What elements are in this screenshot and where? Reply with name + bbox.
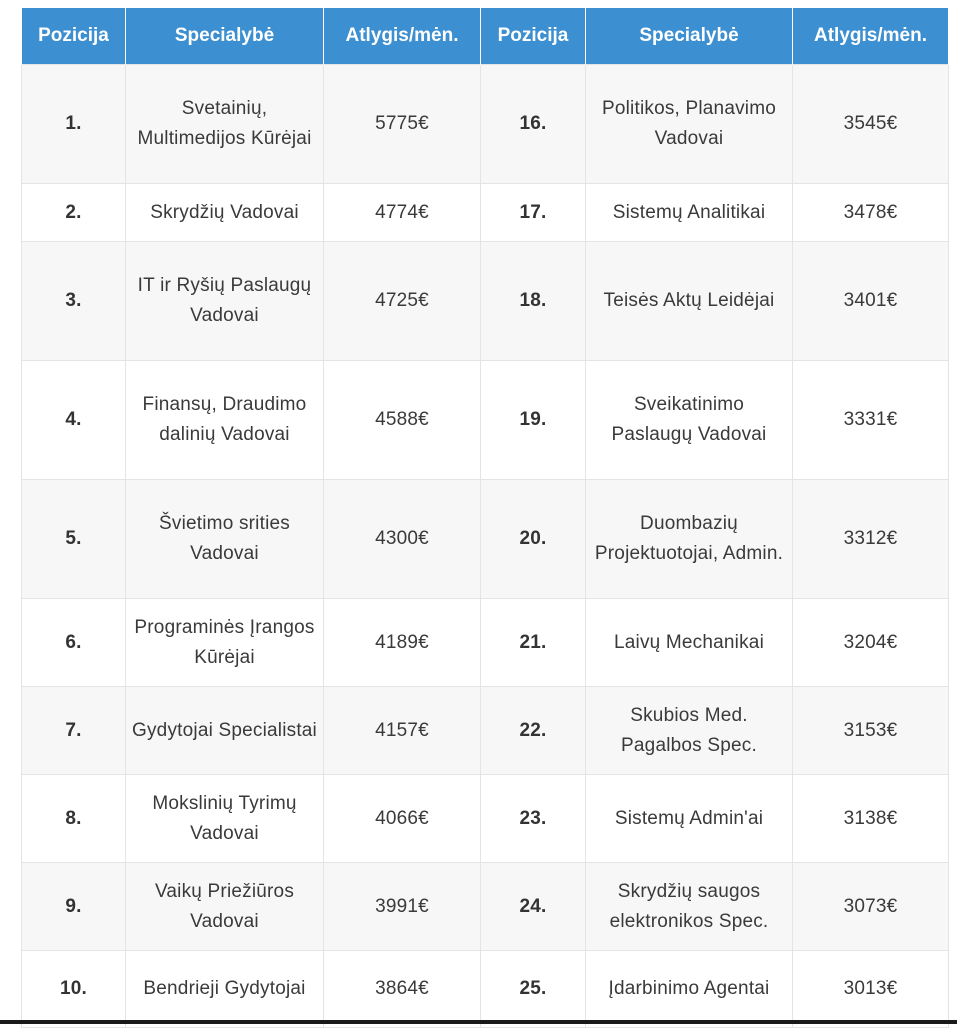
salary-cell: 3478€ [793, 184, 949, 242]
position-cell: 21. [481, 599, 586, 687]
specialty-cell: Finansų, Draudimo dalinių Vadovai [126, 361, 324, 480]
position-cell: 7. [22, 687, 126, 775]
specialty-cell: Laivų Mechanikai [586, 599, 793, 687]
salary-cell: 3312€ [793, 480, 949, 599]
table-row [22, 361, 949, 480]
table-row [22, 480, 949, 599]
position-cell: 16. [481, 65, 586, 184]
specialty-cell: Gydytojai Specialistai [126, 687, 324, 775]
specialty-cell: Skrydžių saugos elektronikos Spec. [586, 863, 793, 951]
position-cell: 17. [481, 184, 586, 242]
header-position-right: Pozicija [481, 8, 586, 65]
specialty-cell: Programinės Įrangos Kūrėjai [126, 599, 324, 687]
position-cell: 5. [22, 480, 126, 599]
position-cell: 2. [22, 184, 126, 242]
header-salary-left: Atlygis/mėn. [324, 8, 481, 65]
specialty-cell: Svetainių, Multimedijos Kūrėjai [126, 65, 324, 184]
salary-cell: 5775€ [324, 65, 481, 184]
position-cell: 6. [22, 599, 126, 687]
salary-cell: 3138€ [793, 775, 949, 863]
table-row [22, 242, 949, 361]
header-position-left: Pozicija [22, 8, 126, 65]
salary-cell: 3331€ [793, 361, 949, 480]
header-salary-right: Atlygis/mėn. [793, 8, 949, 65]
salary-cell: 3991€ [324, 863, 481, 951]
position-cell: 25. [481, 951, 586, 1028]
specialty-cell: Sistemų Admin'ai [586, 775, 793, 863]
salary-cell: 3013€ [793, 951, 949, 1028]
position-cell: 20. [481, 480, 586, 599]
table-row [22, 65, 949, 184]
header-specialty-right: Specialybė [586, 8, 793, 65]
specialty-cell: Sistemų Analitikai [586, 184, 793, 242]
salary-cell: 4189€ [324, 599, 481, 687]
table-header-row [22, 8, 949, 65]
bottom-edge-bar [0, 1020, 957, 1024]
position-cell: 8. [22, 775, 126, 863]
position-cell: 3. [22, 242, 126, 361]
page-margin [0, 0, 21, 1024]
specialty-cell: Bendrieji Gydytojai [126, 951, 324, 1028]
salary-cell: 4066€ [324, 775, 481, 863]
table-row [22, 687, 949, 775]
specialty-cell: Duombazių Projektuotojai, Admin. [586, 480, 793, 599]
position-cell: 24. [481, 863, 586, 951]
position-cell: 23. [481, 775, 586, 863]
salary-cell: 3073€ [793, 863, 949, 951]
salary-table [21, 8, 949, 1028]
specialty-cell: Teisės Aktų Leidėjai [586, 242, 793, 361]
salary-cell: 3545€ [793, 65, 949, 184]
table-row [22, 951, 949, 1028]
position-cell: 22. [481, 687, 586, 775]
specialty-cell: IT ir Ryšių Paslaugų Vadovai [126, 242, 324, 361]
position-cell: 10. [22, 951, 126, 1028]
salary-cell: 3864€ [324, 951, 481, 1028]
salary-cell: 3204€ [793, 599, 949, 687]
position-cell: 4. [22, 361, 126, 480]
specialty-cell: Skrydžių Vadovai [126, 184, 324, 242]
salary-cell: 3401€ [793, 242, 949, 361]
header-specialty-left: Specialybė [126, 8, 324, 65]
salary-cell: 3153€ [793, 687, 949, 775]
table-row [22, 599, 949, 687]
specialty-cell: Mokslinių Tyrimų Vadovai [126, 775, 324, 863]
salary-cell: 4300€ [324, 480, 481, 599]
salary-cell: 4725€ [324, 242, 481, 361]
specialty-cell: Sveikatinimo Paslaugų Vadovai [586, 361, 793, 480]
specialty-cell: Įdarbinimo Agentai [586, 951, 793, 1028]
position-cell: 19. [481, 361, 586, 480]
specialty-cell: Politikos, Planavimo Vadovai [586, 65, 793, 184]
specialty-cell: Skubios Med. Pagalbos Spec. [586, 687, 793, 775]
salary-cell: 4588€ [324, 361, 481, 480]
table-row [22, 184, 949, 242]
salary-cell: 4157€ [324, 687, 481, 775]
table-row [22, 863, 949, 951]
position-cell: 9. [22, 863, 126, 951]
specialty-cell: Švietimo srities Vadovai [126, 480, 324, 599]
salary-cell: 4774€ [324, 184, 481, 242]
specialty-cell: Vaikų Priežiūros Vadovai [126, 863, 324, 951]
position-cell: 1. [22, 65, 126, 184]
table-row [22, 775, 949, 863]
position-cell: 18. [481, 242, 586, 361]
